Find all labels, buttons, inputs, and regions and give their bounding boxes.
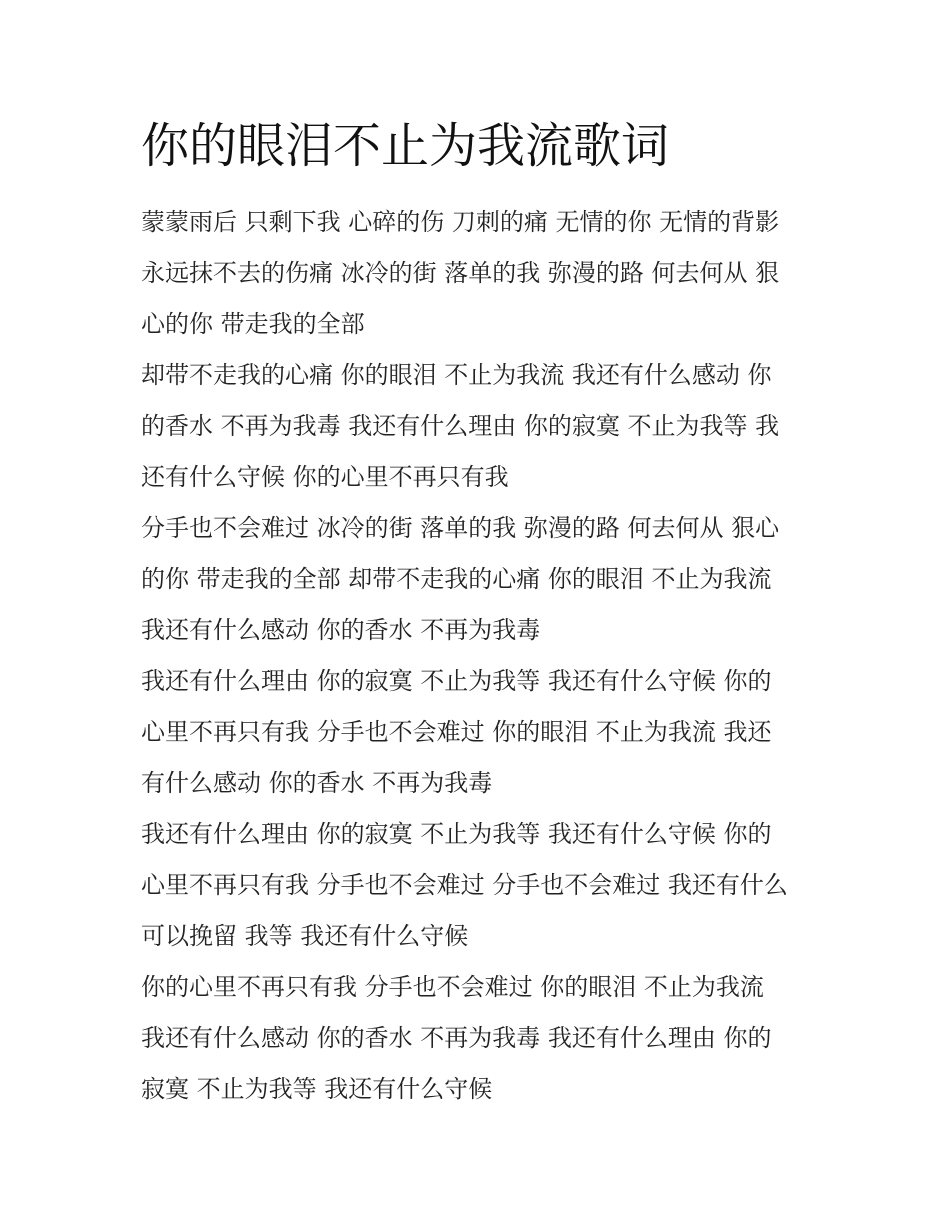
lyric-line: 的香水 不再为我毒 我还有什么理由 你的寂寞 不止为我等 我 — [141, 412, 780, 440]
lyrics-body — [141, 197, 831, 1115]
lyric-line: 寂寞 不止为我等 我还有什么守候 — [141, 1075, 493, 1103]
lyric-line: 心的你 带走我的全部 — [141, 310, 365, 338]
lyric-line: 永远抹不去的伤痛 冰冷的街 落单的我 弥漫的路 何去何从 狠 — [141, 259, 780, 287]
lyric-line: 蒙蒙雨后 只剩下我 心碎的伤 刀刺的痛 无情的你 无情的背影 — [141, 208, 780, 236]
lyric-line: 的你 带走我的全部 却带不走我的心痛 你的眼泪 不止为我流 — [141, 565, 772, 593]
lyric-line: 分手也不会难过 冰冷的街 落单的我 弥漫的路 何去何从 狠心 — [141, 514, 780, 542]
lyric-line: 却带不走我的心痛 你的眼泪 不止为我流 我还有什么感动 你 — [141, 361, 772, 389]
lyric-line: 可以挽留 我等 我还有什么守候 — [141, 922, 469, 950]
lyric-line: 我还有什么理由 你的寂寞 不止为我等 我还有什么守候 你的 — [141, 820, 772, 848]
lyric-line: 我还有什么感动 你的香水 不再为我毒 — [141, 616, 541, 644]
lyric-line: 心里不再只有我 分手也不会难过 分手也不会难过 我还有什么 — [141, 871, 788, 899]
lyric-line: 还有什么守候 你的心里不再只有我 — [141, 463, 509, 491]
lyric-line: 有什么感动 你的香水 不再为我毒 — [141, 769, 493, 797]
lyric-line: 心里不再只有我 分手也不会难过 你的眼泪 不止为我流 我还 — [141, 718, 772, 746]
lyric-line: 我还有什么理由 你的寂寞 不止为我等 我还有什么守候 你的 — [141, 667, 772, 695]
lyric-line: 我还有什么感动 你的香水 不再为我毒 我还有什么理由 你的 — [141, 1024, 772, 1052]
document-title: 你的眼泪不止为我流歌词 — [141, 118, 670, 174]
lyric-line: 你的心里不再只有我 分手也不会难过 你的眼泪 不止为我流 — [141, 973, 764, 1001]
